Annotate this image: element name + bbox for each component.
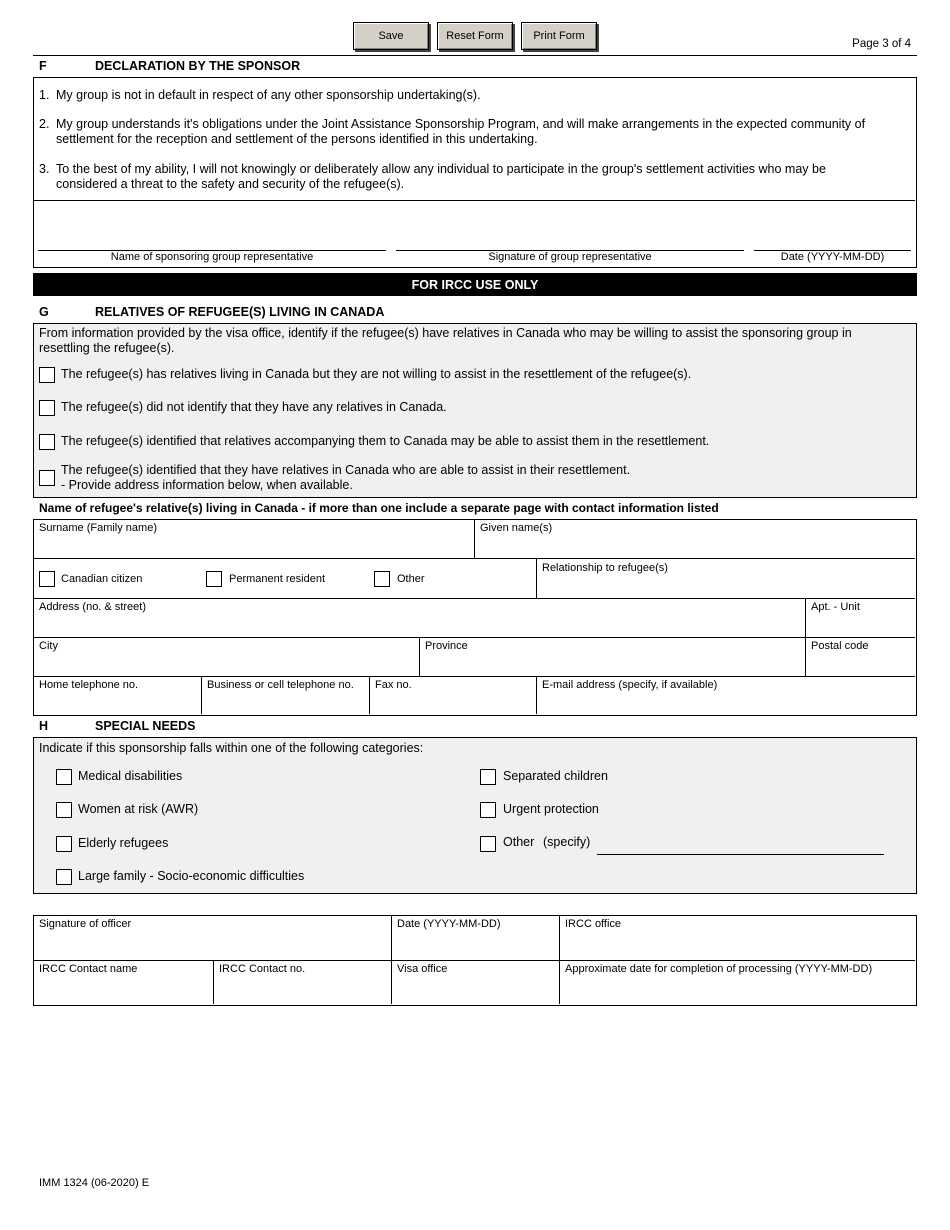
email-label: E-mail address (specify, if available) [542,679,718,691]
divider [34,637,915,638]
officer-date-label: Date (YYYY-MM-DD) [397,918,501,930]
approx-completion-date-label: Approximate date for completion of processing (YYYY-MM-DD) [565,963,873,975]
declaration-item-3-cont: considered a threat to the safety and security of the refugee(s). [56,177,405,191]
elderly-refugees-checkbox[interactable] [56,836,72,852]
fax-label: Fax no. [375,679,412,691]
ircc-office-label: IRCC office [565,918,622,930]
medical-disabilities-checkbox[interactable] [56,769,72,785]
permanent-resident-checkbox[interactable] [206,571,222,587]
surname-input[interactable] [34,534,474,558]
ircc-office-input[interactable] [560,930,915,960]
women-at-risk-checkbox[interactable] [56,802,72,818]
business-telephone-label: Business or cell telephone no. [207,679,354,691]
item-number: 3. [39,162,50,176]
divider [33,55,917,56]
address-input[interactable] [34,613,804,637]
divider [34,676,915,677]
section-h-letter: H [39,719,49,733]
option-accompanying-label: The refugee(s) identified that relatives accompanying them to Canada may be able to assist them in the resettlement. [61,434,710,448]
approx-completion-date-input[interactable] [560,975,915,1004]
option-relatives-able-note: - Provide address information below, when available. [61,478,353,492]
divider [34,200,915,201]
declaration-item-2-cont: settlement for the reception and settlement of the persons identified in this undertaking. [56,132,538,146]
relatives-intro-cont: resettling the refugee(s). [39,341,175,355]
section-g-title: RELATIVES OF REFUGEE(S) LIVING IN CANADA [95,305,385,319]
email-input[interactable] [537,691,915,714]
representative-name-label: Name of sponsoring group representative [110,251,314,263]
medical-disabilities-label: Medical disabilities [78,769,183,783]
urgent-protection-label: Urgent protection [503,802,599,816]
relative-contact-grid [33,519,917,716]
women-at-risk-label: Women at risk (AWR) [78,802,199,816]
large-family-checkbox[interactable] [56,869,72,885]
save-button[interactable]: Save [353,22,429,50]
home-telephone-input[interactable] [34,691,200,714]
page-number: Page 3 of 4 [852,38,911,50]
visa-office-label: Visa office [397,963,448,975]
ircc-contact-name-input[interactable] [34,975,212,1004]
item-number: 1. [39,88,50,102]
option-not-willing-checkbox[interactable] [39,367,55,383]
province-input[interactable] [420,652,804,676]
separated-children-checkbox[interactable] [480,769,496,785]
section-g-letter: G [39,305,49,319]
fax-input[interactable] [370,691,536,714]
ircc-use-only-banner: FOR IRCC USE ONLY [33,273,917,296]
option-not-willing-label: The refugee(s) has relatives living in Canada but they are not willing to assist in the resettlement of the refugee(s). [61,367,692,381]
officer-grid [33,915,917,1006]
specify-input-line[interactable] [597,854,884,855]
city-label: City [39,640,58,652]
city-input[interactable] [34,652,418,676]
section-h-title: SPECIAL NEEDS [95,719,196,733]
postal-code-label: Postal code [811,640,869,652]
given-name-input[interactable] [475,534,915,558]
option-accompanying-checkbox[interactable] [39,434,55,450]
apt-unit-input[interactable] [806,613,915,637]
status-other-checkbox[interactable] [374,571,390,587]
reset-form-button[interactable]: Reset Form [437,22,513,50]
officer-signature-input[interactable] [34,930,390,960]
home-telephone-label: Home telephone no. [39,679,139,691]
section-f-letter: F [39,59,47,73]
surname-label: Surname (Family name) [39,522,157,534]
special-needs-other-label: Other [503,835,535,849]
canadian-citizen-checkbox[interactable] [39,571,55,587]
declaration-item-2: My group understands it's obligations under the Joint Assistance Sponsorship Program, and will make arrangements in the expected community of [56,117,866,131]
business-telephone-input[interactable] [202,691,368,714]
divider [34,960,915,961]
relatives-options-box [33,323,917,498]
declaration-box [33,77,917,268]
declaration-date-label: Date (YYYY-MM-DD) [780,251,885,263]
section-f-title: DECLARATION BY THE SPONSOR [95,59,301,73]
visa-office-input[interactable] [392,975,558,1004]
declaration-item-1: My group is not in default in respect of any other sponsorship undertaking(s). [56,88,481,102]
relationship-input[interactable] [537,574,915,598]
special-needs-box [33,737,917,894]
option-no-relatives-checkbox[interactable] [39,400,55,416]
separated-children-label: Separated children [503,769,608,783]
relationship-label: Relationship to refugee(s) [542,562,668,574]
relatives-intro: From information provided by the visa office, identify if the refugee(s) have relatives in Canada who may be willing to assist the sponsoring group in [39,326,852,340]
elderly-refugees-label: Elderly refugees [78,836,169,850]
permanent-resident-label: Permanent resident [229,573,325,585]
canadian-citizen-label: Canadian citizen [61,573,143,585]
officer-signature-label: Signature of officer [39,918,132,930]
ircc-contact-no-input[interactable] [214,975,390,1004]
address-label: Address (no. & street) [39,601,146,613]
divider [34,558,915,559]
special-needs-other-checkbox[interactable] [480,836,496,852]
print-form-button[interactable]: Print Form [521,22,597,50]
special-needs-intro: Indicate if this sponsorship falls within one of the following categories: [39,741,424,755]
item-number: 2. [39,117,50,131]
divider [34,598,915,599]
declaration-item-3: To the best of my ability, I will not knowingly or deliberately allow any individual to participate in the group's settlement activities who may be [56,162,826,176]
large-family-label: Large family - Socio-economic difficulties [78,869,305,883]
urgent-protection-checkbox[interactable] [480,802,496,818]
postal-code-input[interactable] [806,652,915,676]
given-name-label: Given name(s) [480,522,553,534]
status-other-label: Other [397,573,425,585]
officer-date-input[interactable] [392,930,558,960]
province-label: Province [425,640,468,652]
option-relatives-able-label: The refugee(s) identified that they have relatives in Canada who are able to assist in their resettlement. [61,463,631,477]
option-relatives-able-checkbox[interactable] [39,470,55,486]
representative-signature-label: Signature of group representative [488,251,652,263]
form-code-footer: IMM 1324 (06-2020) E [39,1177,150,1189]
apt-unit-label: Apt. - Unit [811,601,860,613]
specify-label: (specify) [543,835,591,849]
option-no-relatives-label: The refugee(s) did not identify that they have any relatives in Canada. [61,400,447,414]
ircc-contact-no-label: IRCC Contact no. [219,963,306,975]
relative-contact-heading: Name of refugee's relative(s) living in Canada - if more than one include a separate page with contact information listed [39,501,719,515]
ircc-contact-name-label: IRCC Contact name [39,963,138,975]
